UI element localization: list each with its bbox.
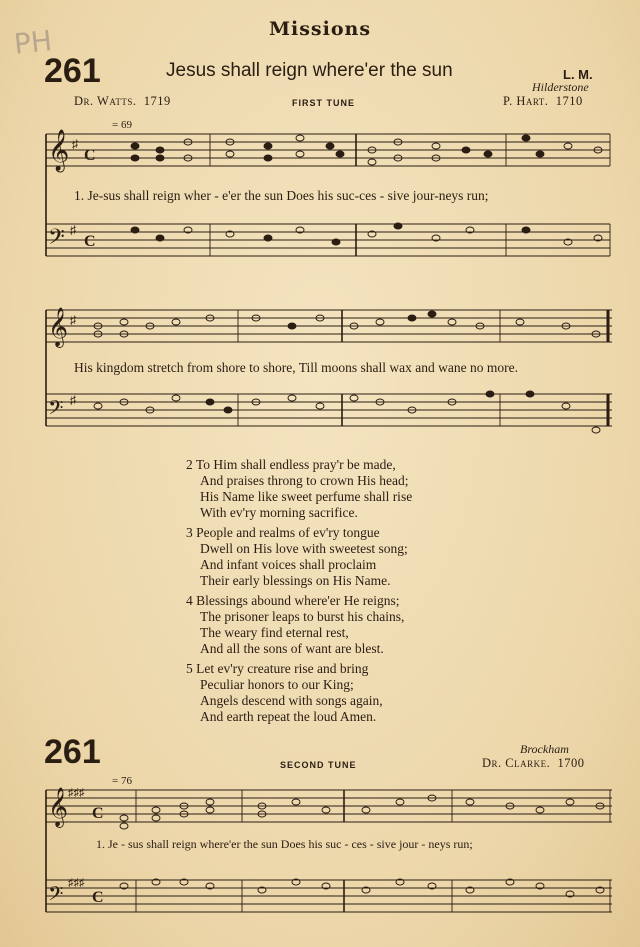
svg-text:𝄢: 𝄢 xyxy=(48,882,64,910)
svg-text:C: C xyxy=(92,805,104,822)
svg-text:𝄞: 𝄞 xyxy=(48,787,69,827)
stanza-5: 5 Let ev'ry creature rise and bring Peculiar honors to our King; Angels descend with songs again, And earth repeat the loud Amen. xyxy=(186,661,383,724)
author-credit: Dr. Watts. 1719 xyxy=(74,94,171,108)
svg-text:𝄢: 𝄢 xyxy=(48,396,64,424)
hymn-number: 261 xyxy=(44,52,101,90)
svg-text:𝄞: 𝄞 xyxy=(48,130,70,171)
tempo-mark-2: = 76 xyxy=(112,775,132,787)
hymn-number-2: 261 xyxy=(44,733,101,771)
lyrics-line-2: His kingdom stretch from shore to shore, Till moons shall wax and wane no more. xyxy=(74,360,518,375)
svg-text:♯♯♯: ♯♯♯ xyxy=(68,877,85,889)
svg-text:𝄞: 𝄞 xyxy=(48,307,69,347)
hymn-first-line: Jesus shall reign where'er the sun xyxy=(166,60,453,81)
tempo-mark: = 69 xyxy=(112,119,132,131)
svg-text:♯: ♯ xyxy=(70,393,76,407)
music-system-3 xyxy=(0,772,640,947)
svg-text:C: C xyxy=(84,147,96,164)
stanza-2: 2 To Him shall endless pray'r be made, And praises throng to crown His head; His Name like sweet perfume shall rise With ev'ry morning sacrifice. xyxy=(186,457,413,520)
svg-text:♯♯♯: ♯♯♯ xyxy=(68,787,85,799)
tune-label: FIRST TUNE xyxy=(292,98,355,108)
svg-text:C: C xyxy=(92,889,104,906)
section-title: Missions xyxy=(268,18,372,40)
svg-text:♯: ♯ xyxy=(70,313,76,327)
stanza-3: 3 People and realms of ev'ry tongue Dwell on His love with sweetest song; And infant voices shall proclaim Their early blessings on His Name. xyxy=(186,525,408,588)
composer-credit-2: Dr. Clarke. 1700 xyxy=(482,756,585,770)
pencil-mark: PH xyxy=(12,24,54,61)
tune-name-2: Brockham xyxy=(520,742,569,756)
svg-text:𝄢: 𝄢 xyxy=(48,225,65,255)
music-system-1 xyxy=(0,112,640,282)
tune-name: Hilderstone xyxy=(532,80,589,94)
svg-text:♯: ♯ xyxy=(70,223,76,237)
music-system-2 xyxy=(0,290,640,450)
lyrics-line-1: 1. Je-sus shall reign wher - e'er the sun Does his suc-ces - sive jour-neys run; xyxy=(74,188,489,203)
tune-label-2: SECOND TUNE xyxy=(280,760,357,770)
hymn-meter: L. M. xyxy=(563,67,593,82)
lyrics-line-3: 1. Je - sus shall reign where'er the sun Does his suc - ces - sive jour - neys run; xyxy=(96,837,473,851)
composer-credit: P. Hart. 1710 xyxy=(503,94,583,108)
stanza-4: 4 Blessings abound where'er He reigns; The prisoner leaps to burst his chains, The weary find eternal rest, And all the sons of want are blest. xyxy=(186,593,405,656)
svg-text:♯: ♯ xyxy=(72,137,78,151)
svg-text:C: C xyxy=(84,233,96,250)
